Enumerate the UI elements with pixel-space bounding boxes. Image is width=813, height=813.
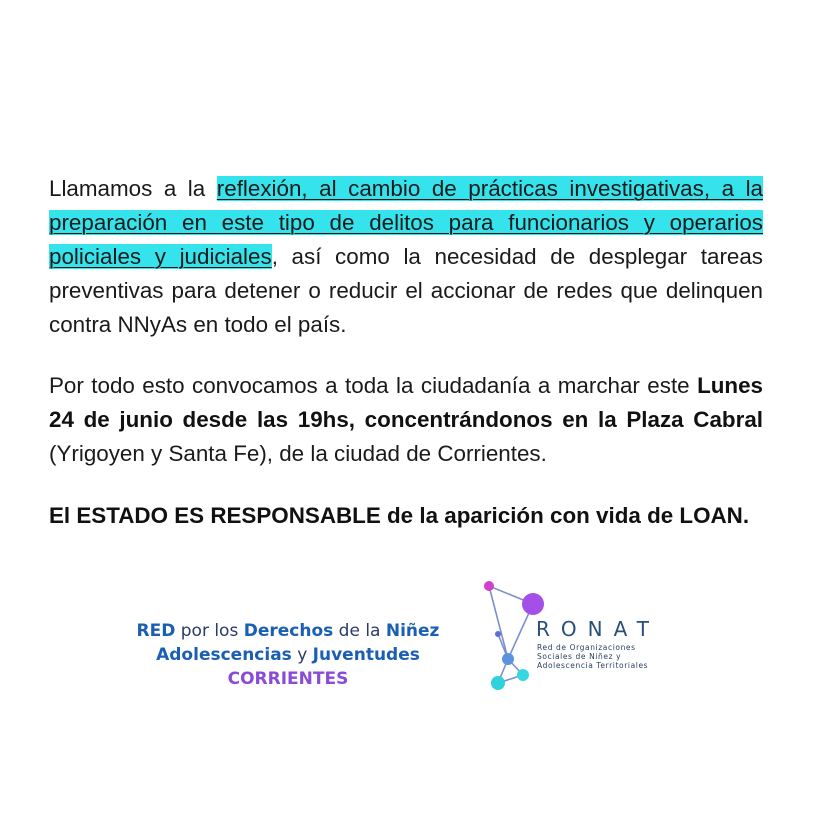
logo-word-adolescencias: Adolescencias: [156, 645, 292, 665]
ronat-subtitle-line1: Red de Organizaciones: [537, 643, 636, 652]
paragraph1-rest: , así como la necesidad de desplegar tareas preventivas para detener o reducir el accionar de redes que delinquen contra NNyAs en todo el país.: [49, 244, 764, 337]
paragraph1-intro: Llamamos a la: [49, 176, 217, 201]
logo-word-red: RED: [136, 621, 176, 641]
highlighted-text-2: preparación en este tipo de delitos para funcionarios y operarios: [49, 210, 763, 235]
march-date-location: Lunes 24 de junio desde las 19hs, concentrándonos en la Plaza Cabral: [49, 373, 763, 432]
highlighted-text-1: reflexión, al cambio de prácticas investigativas, a la: [216, 176, 764, 201]
call-to-reflection-paragraph: [49, 172, 763, 342]
ronat-subtitle: [537, 643, 648, 670]
logo-red-corrientes: CORRIENTES: [227, 669, 349, 689]
logo-word-y: y: [291, 645, 313, 665]
paragraph2-intro: Por todo esto convocamos a toda la ciudadanía a marchar este: [49, 373, 698, 398]
loan-name: LOAN.: [679, 503, 750, 528]
paragraph2-rest: (Yrigoyen y Santa Fe), de la ciudad de Corrientes.: [49, 441, 547, 466]
logo-word-juventudes: Juventudes: [312, 645, 420, 665]
ronat-subtitle-line3: Adolescencia Territoriales: [537, 661, 649, 670]
logo-word-de-la: de la: [333, 621, 386, 641]
march-call-paragraph: [49, 369, 763, 471]
red-derechos-logo: [118, 619, 458, 691]
logo-red-line1: [118, 619, 458, 643]
logo-word-ninez: Niñez: [385, 621, 440, 641]
logo-word-por-los: por los: [175, 621, 244, 641]
ronat-title: RONAT: [536, 617, 660, 641]
state-responsible-paragraph: [49, 499, 763, 533]
state-responsible-bold: El ESTADO ES RESPONSABLE: [49, 503, 381, 528]
logo-word-derechos: Derechos: [243, 621, 334, 641]
ronat-subtitle-line2: Sociales de Niñez y: [537, 652, 622, 661]
logo-red-line2: [118, 643, 458, 667]
paragraph3-rest: de la aparición con vida de: [380, 503, 680, 528]
highlighted-text-3: policiales y judiciales: [49, 244, 272, 269]
